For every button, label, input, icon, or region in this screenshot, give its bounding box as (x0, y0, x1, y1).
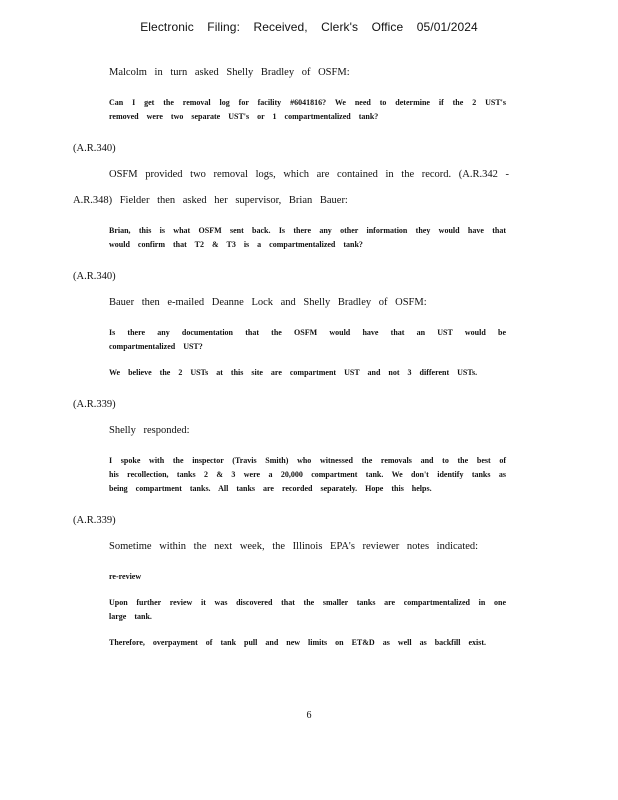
block-quote: I spoke with the inspector (Travis Smith) who witnessed the removals and to the best of his recollection, tanks 2 & 3 were a 20,000 compartment tank. We don't identify tanks as being compartment tanks. All tanks are recorded separately. Hope this helps. (109, 456, 506, 493)
record-citation: (A.R.339) (73, 399, 116, 410)
block-quote: Upon further review it was discovered that the smaller tanks are compartmentalized in one large tank. (109, 598, 506, 621)
record-citation: (A.R.340) (73, 143, 116, 154)
page-number: 6 (306, 710, 312, 721)
filing-header: Electronic Filing: Received, Clerk's Office 05/01/2024 (140, 20, 478, 34)
block-quote: Therefore, overpayment of tank pull and new limits on ET&D as well as backfill exist. (109, 638, 487, 647)
record-citation: (A.R.340) (73, 271, 116, 282)
block-quote: re-review (109, 572, 142, 581)
block-quote: Can I get the removal log for facility #6041816? We need to determine if the 2 UST's removed were two separate UST's or 1 compartmentalized tank? (109, 98, 506, 121)
body-paragraph: Shelly responded: (109, 425, 190, 436)
block-quote: We believe the 2 USTs at this site are compartment UST and not 3 different USTs. (109, 368, 478, 377)
block-quote: Brian, this is what OSFM sent back. Is there any other information they would have that would confirm that T2 & T3 is a compartmentalized tank? (109, 226, 506, 249)
body-paragraph: Malcolm in turn asked Shelly Bradley of OSFM: (109, 67, 350, 78)
body-paragraph: Sometime within the next week, the Illinois EPA's reviewer notes indicated: (109, 541, 479, 552)
body-paragraph: OSFM provided two removal logs, which are contained in the record. (A.R.342 - A.R.348) Fielder then asked her supervisor, Brian Bauer: (73, 169, 510, 206)
record-citation: (A.R.339) (73, 515, 116, 526)
page-body (0, 60, 618, 662)
block-quote: Is there any documentation that the OSFM would have that an UST would be compartmentalized UST? (109, 328, 506, 351)
body-paragraph: Bauer then e-mailed Deanne Lock and Shelly Bradley of OSFM: (109, 297, 427, 308)
